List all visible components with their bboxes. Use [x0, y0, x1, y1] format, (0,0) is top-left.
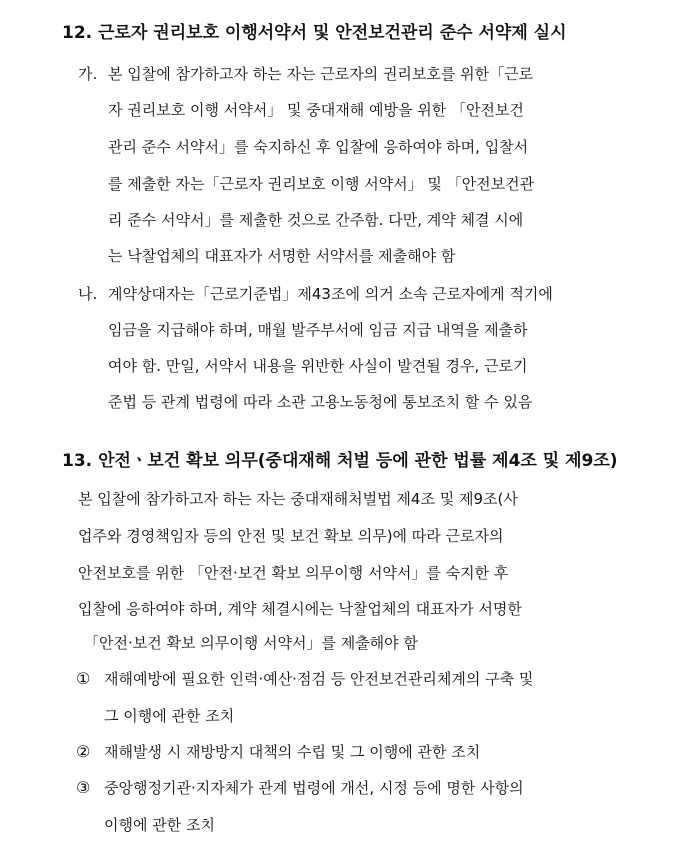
item-2-line-text: 재해발생 시 재방방지 대책의 수립 및 그 이행에 관한 조치	[104, 743, 481, 761]
item-na-line	[108, 392, 634, 412]
section-13-body-line	[78, 599, 634, 619]
item-3-marker: ③	[76, 778, 91, 797]
item-na-marker: 나.	[78, 285, 98, 303]
item-na-line	[108, 356, 634, 376]
item-na-line-text: 준법 등 관계 법령에 따라 소관 고용노동청에 통보조치 할 수 있음	[108, 393, 533, 411]
section-13-number: 13.	[62, 451, 93, 471]
section-12-title: 근로자 권리보호 이행서약서 및 안전보건관리 준수 서약제 실시	[98, 23, 567, 43]
item-ga-line-text: 를 제출한 자는「근로자 권리보호 이행 서약서」 및 「안전보건관	[108, 175, 535, 193]
item-2-marker: ②	[76, 742, 91, 761]
section-13-body-line	[84, 633, 634, 653]
section-13-body-line	[78, 489, 634, 509]
item-ga-line-text: 리 준수 서약서」를 제출한 것으로 간주함. 다만, 계약 체결 시에	[108, 211, 524, 229]
item-1-marker: ①	[76, 669, 91, 688]
section-13-body-text: 입찰에 응하여야 하며, 계약 체결시에는 낙찰업체의 대표자가 서명한	[78, 600, 522, 618]
item-na-line-text: 여야 함. 만일, 서약서 내용을 위반한 사실이 발견될 경우, 근로기	[108, 357, 528, 375]
section-13-body-text: 업주와 경영책임자 등의 안전 및 보건 확보 의무)에 따라 근로자의	[78, 527, 504, 545]
item-ga-line-text: 본 입찰에 참가하고자 하는 자는 근로자의 권리보호를 위한「근로	[108, 65, 534, 83]
item-3-line-text: 이행에 관한 조치	[104, 816, 215, 834]
item-ga-line-text: 자 권리보호 이행 서약서」 및 중대재해 예방을 위한 「안전보건	[108, 101, 524, 119]
section-13-body-text: 본 입찰에 참가하고자 하는 자는 중대재해처벌법 제4조 및 제9조(사	[78, 490, 518, 508]
item-na-line-text: 계약상대자는「근로기준법」제43조에 의거 소속 근로자에게 적기에	[108, 285, 553, 303]
item-3-line-text: 중앙행정기관·지자체가 관계 법령에 개선, 시정 등에 명한 사항의	[104, 779, 524, 797]
section-13-body-line	[78, 526, 634, 546]
section-12-number: 12.	[62, 23, 93, 43]
section-13-body-text: 안전보호를 위한 「안전·보건 확보 의무이행 서약서」를 숙지한 후	[78, 564, 509, 582]
item-na-line	[108, 320, 634, 340]
section-13-body-line	[78, 563, 634, 583]
section-13-body-text: 「안전·보건 확보 의무이행 서약서」를 제출해야 함	[84, 634, 418, 652]
item-3-line	[104, 815, 634, 835]
item-ga-line-text: 는 낙찰업체의 대표자가 서명한 서약서를 제출해야 함	[108, 247, 456, 265]
item-1-line-text: 재해예방에 필요한 인력·예산·점검 등 안전보건관리체계의 구축 및	[104, 670, 534, 688]
item-ga-marker: 가.	[78, 65, 98, 83]
item-na-line-text: 임금을 지급해야 하며, 매월 발주부서에 임금 지급 내역을 제출하	[108, 321, 528, 339]
section-13-heading	[62, 450, 618, 472]
item-ga-line	[108, 174, 634, 194]
item-2-line	[104, 742, 634, 762]
item-na-line	[108, 284, 634, 304]
item-ga-line	[108, 246, 634, 266]
item-ga-line	[108, 137, 634, 157]
section-12-heading	[62, 22, 567, 44]
item-3-line	[104, 778, 634, 798]
item-1-line-text: 그 이행에 관한 조치	[104, 707, 235, 725]
item-ga-line	[108, 64, 634, 84]
item-ga-line-text: 관리 준수 서약서」를 숙지하신 후 입찰에 응하여야 하며, 입찰서	[108, 138, 529, 156]
section-13-title: 안전ㆍ보건 확보 의무(중대재해 처벌 등에 관한 법률 제4조 및 제9조)	[98, 451, 618, 471]
item-1-line	[104, 706, 634, 726]
item-ga-line	[108, 100, 634, 120]
item-ga-line	[108, 210, 634, 230]
item-1-line	[104, 669, 634, 689]
